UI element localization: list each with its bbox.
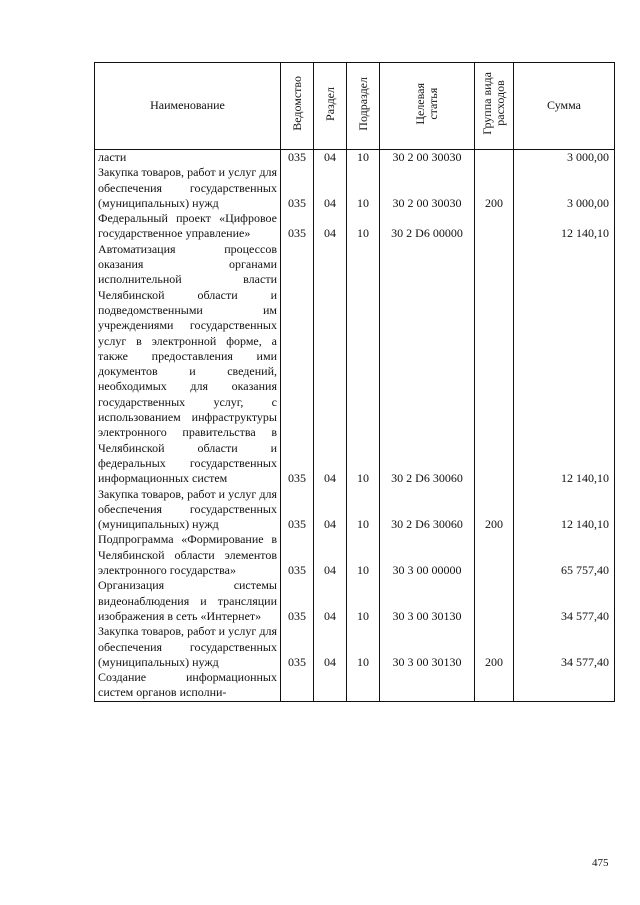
cell-name: Организация системы видеонаблюдения и трансляции изображения в сеть «Интернет» bbox=[95, 578, 281, 624]
cell-summa: 3 000,00 bbox=[514, 150, 615, 166]
cell-vedomstvo bbox=[281, 670, 314, 701]
cell-razdel bbox=[314, 670, 347, 701]
cell-podrazdel: 10 bbox=[347, 242, 380, 487]
cell-razdel: 04 bbox=[314, 578, 347, 624]
cell-razdel: 04 bbox=[314, 150, 347, 166]
cell-celevaya-statya: 30 2 D6 00000 bbox=[380, 211, 475, 242]
header-vedomstvo: Ведомство bbox=[281, 63, 314, 150]
table-row bbox=[95, 624, 615, 670]
cell-razdel: 04 bbox=[314, 532, 347, 578]
cell-razdel: 04 bbox=[314, 165, 347, 211]
budget-table bbox=[94, 62, 615, 702]
cell-podrazdel bbox=[347, 670, 380, 701]
table-row bbox=[95, 532, 615, 578]
header-podrazdel: Подраздел bbox=[347, 63, 380, 150]
cell-name: Создание информационных систем органов исполни- bbox=[95, 670, 281, 701]
header-gruppa-vida-rashodov: Группа вида расходов bbox=[475, 63, 514, 150]
cell-name: ласти bbox=[95, 150, 281, 166]
table-row bbox=[95, 165, 615, 211]
cell-podrazdel: 10 bbox=[347, 532, 380, 578]
header-celevaya-statya: Целевая статья bbox=[380, 63, 475, 150]
cell-podrazdel: 10 bbox=[347, 578, 380, 624]
cell-podrazdel: 10 bbox=[347, 211, 380, 242]
cell-celevaya-statya: 30 3 00 00000 bbox=[380, 532, 475, 578]
cell-vedomstvo: 035 bbox=[281, 532, 314, 578]
cell-gruppa bbox=[475, 532, 514, 578]
table-row bbox=[95, 150, 615, 166]
header-razdel: Раздел bbox=[314, 63, 347, 150]
cell-summa: 65 757,40 bbox=[514, 532, 615, 578]
cell-name: Подпрограмма «Формирование в Челябинской области элементов электронного государства» bbox=[95, 532, 281, 578]
cell-summa: 12 140,10 bbox=[514, 211, 615, 242]
cell-podrazdel: 10 bbox=[347, 165, 380, 211]
cell-podrazdel: 10 bbox=[347, 150, 380, 166]
cell-gruppa bbox=[475, 242, 514, 487]
cell-celevaya-statya: 30 2 00 30030 bbox=[380, 150, 475, 166]
table-row bbox=[95, 670, 615, 701]
cell-celevaya-statya bbox=[380, 670, 475, 701]
header-name: Наименование bbox=[95, 63, 281, 150]
cell-vedomstvo: 035 bbox=[281, 487, 314, 533]
cell-gruppa: 200 bbox=[475, 165, 514, 211]
cell-celevaya-statya: 30 2 D6 30060 bbox=[380, 242, 475, 487]
table-row bbox=[95, 242, 615, 487]
cell-summa: 34 577,40 bbox=[514, 624, 615, 670]
table-row bbox=[95, 487, 615, 533]
cell-razdel: 04 bbox=[314, 242, 347, 487]
cell-name: Автоматизация процессов оказания органами исполнительной власти Челябинской области и подведомственными им учреждениями государственных услуг в электронной форме, а также предоставления ими документов и сведений, необходимых для оказания государственных услуг, с использованием инфраструктуры электронного правительства в Челябинской области и федеральных государственных информационных систем bbox=[95, 242, 281, 487]
cell-name: Закупка товаров, работ и услуг для обеспечения государственных (муниципальных) нужд bbox=[95, 624, 281, 670]
cell-gruppa bbox=[475, 211, 514, 242]
cell-gruppa bbox=[475, 150, 514, 166]
cell-name: Закупка товаров, работ и услуг для обеспечения государственных (муниципальных) нужд bbox=[95, 487, 281, 533]
cell-summa bbox=[514, 670, 615, 701]
cell-gruppa: 200 bbox=[475, 487, 514, 533]
cell-celevaya-statya: 30 2 D6 30060 bbox=[380, 487, 475, 533]
cell-vedomstvo: 035 bbox=[281, 165, 314, 211]
cell-summa: 3 000,00 bbox=[514, 165, 615, 211]
cell-razdel: 04 bbox=[314, 211, 347, 242]
cell-summa: 12 140,10 bbox=[514, 487, 615, 533]
cell-summa: 34 577,40 bbox=[514, 578, 615, 624]
cell-vedomstvo: 035 bbox=[281, 211, 314, 242]
cell-summa: 12 140,10 bbox=[514, 242, 615, 487]
cell-razdel: 04 bbox=[314, 624, 347, 670]
page-number: 475 bbox=[592, 857, 609, 869]
table-header-row bbox=[95, 63, 615, 150]
cell-vedomstvo: 035 bbox=[281, 242, 314, 487]
cell-celevaya-statya: 30 2 00 30030 bbox=[380, 165, 475, 211]
cell-razdel: 04 bbox=[314, 487, 347, 533]
cell-vedomstvo: 035 bbox=[281, 150, 314, 166]
cell-vedomstvo: 035 bbox=[281, 578, 314, 624]
table-row bbox=[95, 578, 615, 624]
cell-gruppa bbox=[475, 578, 514, 624]
cell-podrazdel: 10 bbox=[347, 624, 380, 670]
cell-gruppa bbox=[475, 670, 514, 701]
table-row bbox=[95, 211, 615, 242]
cell-celevaya-statya: 30 3 00 30130 bbox=[380, 578, 475, 624]
header-summa: Сумма bbox=[514, 63, 615, 150]
cell-celevaya-statya: 30 3 00 30130 bbox=[380, 624, 475, 670]
cell-podrazdel: 10 bbox=[347, 487, 380, 533]
cell-name: Закупка товаров, работ и услуг для обеспечения государственных (муниципальных) нужд bbox=[95, 165, 281, 211]
cell-gruppa: 200 bbox=[475, 624, 514, 670]
cell-name: Федеральный проект «Цифровое государственное управление» bbox=[95, 211, 281, 242]
cell-vedomstvo: 035 bbox=[281, 624, 314, 670]
